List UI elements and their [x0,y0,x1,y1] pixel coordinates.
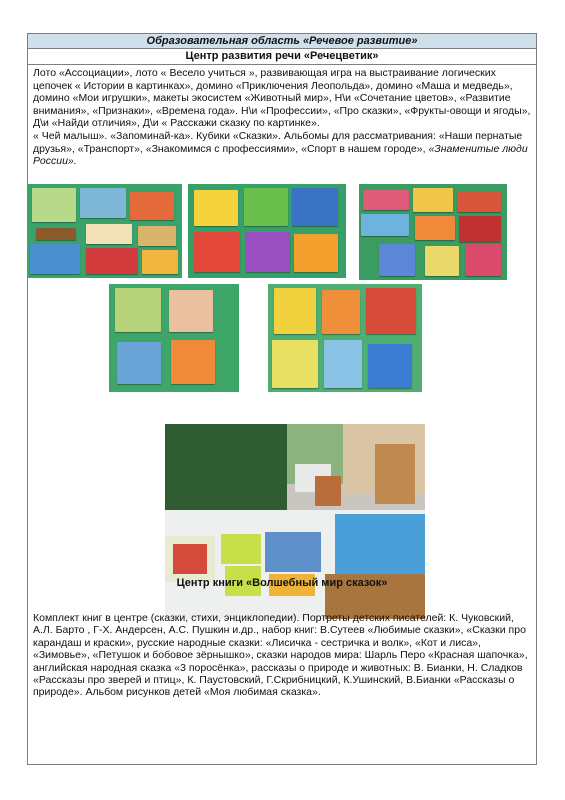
page-title: Образовательная область «Речевое развитие» [28,34,536,49]
section-title-book-center: Центр книги «Волшебный мир сказок» [176,577,388,589]
speech-center-text-second: « Чей малыш». «Запоминай-ка». Кубики «Сказки». Альбомы для рассматривания: «Наши пернатые друзья», «Транспорт», «Знакомимся с профессиями», «Спорт в нашем городе», [33,129,523,155]
photo-lotto-games [28,184,182,278]
photo-book-center [165,424,425,619]
photo-domino-games [188,184,346,278]
book-center-description: Комплект книг в центре (сказки, стихи, энциклопедии). Портреты детских писателей: К. Чуковский, А.Л. Барто , Г-Х. Андерсен, А.С. Пушкин и.др., набор книг: В.Сутеев «Любимые сказки», «Сказки про карандаш и краски», русские народные сказки: «Лисичка - сестричка и волк», «Кот и лиса», «Зимовье», «Петушок и бобовое зёрнышко», сказки народов мира: Шарль Перо «Красная шапочка», английская народная сказка «3 поросёнка», рассказы о природе и животных: В. Бианки, Н. Сладков «Рассказы про зверей и птиц», К. Паустовский, Г.Скрибницкий, К.Ушинский, В.Бианки «Рассказы о природе». Альбом рисунков детей «Моя любимая сказка». [33,612,528,699]
speech-center-text-second-wrap [33,130,531,168]
speech-center-text-main: Лото «Ассоциации», лото « Весело учиться », развивающая игра на выстраивание логических цепочек « Истории в картинках», домино «Приключения Леопольда», домино «Маша и медведь», домино «Мои игрушки», макеты экосистем «Животный мир», Н\и «Сочетание цветов», «Развитие внимания», «Признаки», «Времена года». Н\и «Профессии», «Про сказки», «Фрукты-овощи и ягоды», Д\и «Найди отличия», Д\и « Расскажи сказку по картинке». [33,67,531,130]
photo-picture-albums [268,284,422,392]
section-title-speech-center: Центр развития речи «Речецветик» [28,49,536,65]
speech-center-text-italic: «Знаменитые люди России». [33,142,528,168]
photo-lotto-domino-set [359,184,507,280]
photo-fairy-tale-cubes [109,284,239,392]
document-frame [27,33,537,765]
speech-center-description [28,65,536,168]
